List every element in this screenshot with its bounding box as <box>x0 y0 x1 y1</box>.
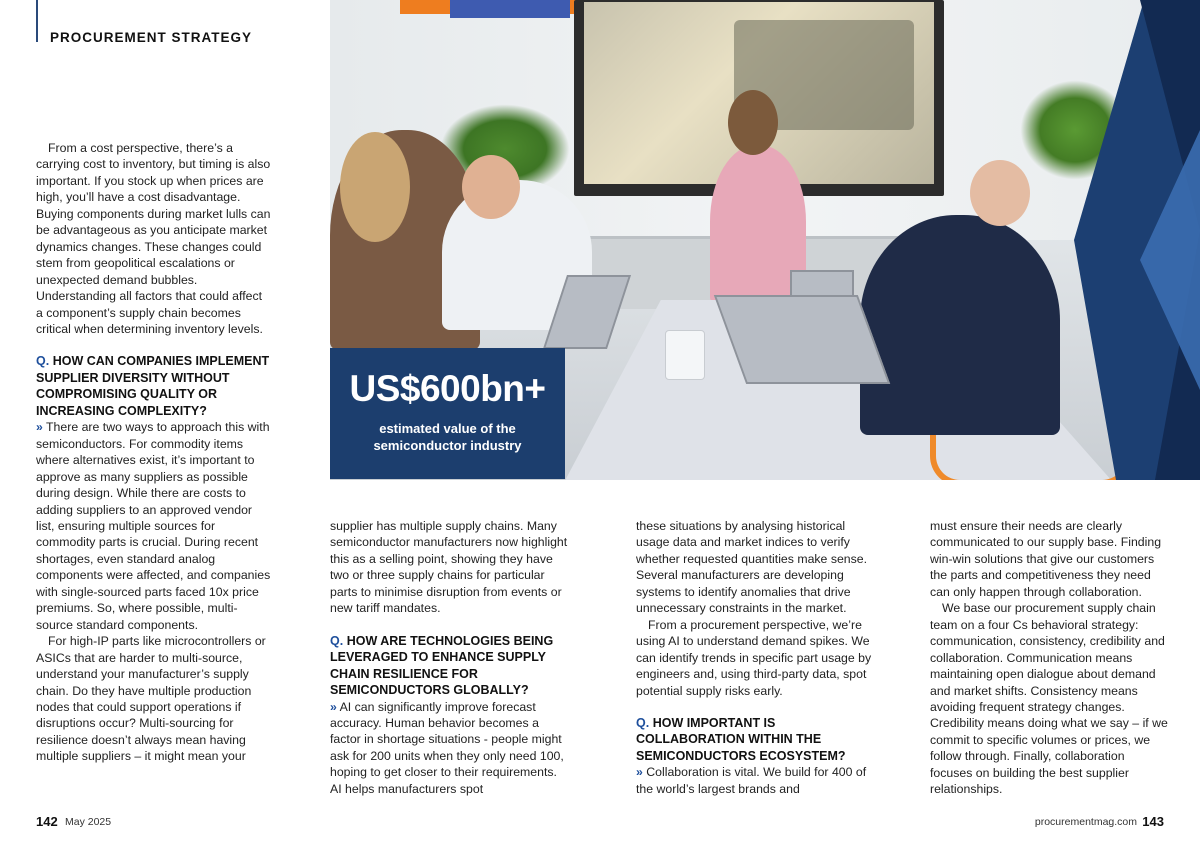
paragraph: From a cost perspective, there’s a carrying cost to inventory, but timing is also important. If you stock up when prices are high, you’ll have a cost disadvantage. Buying components during market lulls can be advantageous as you anticipate market dynamics changes. These changes could stem from geopolitical escalations or unexpected demand bubbles. Understanding all factors that could affect a component’s supply chain becomes critical when determining inventory levels. <box>36 141 271 336</box>
article-column-2 <box>330 518 570 797</box>
answer-paragraph <box>636 764 876 797</box>
stat-callout <box>330 348 565 479</box>
answer-chevron-icon: » <box>36 420 43 435</box>
article-column-1 <box>36 140 272 765</box>
question-text: HOW IMPORTANT IS COLLABORATION WITHIN THE SEMICONDUCTORS ECOSYSTEM? <box>636 715 846 763</box>
stat-value: US$600bn+ <box>349 368 546 409</box>
question-heading <box>36 353 272 419</box>
stat-caption: estimated value of the semiconductor industry <box>373 421 522 453</box>
question-text: HOW CAN COMPANIES IMPLEMENT SUPPLIER DIVERSITY WITHOUT COMPROMISING QUALITY OR INCREASING COMPLEXITY? <box>36 354 270 418</box>
paragraph: From a procurement perspective, we’re using AI to understand demand spikes. We can identify trends in specific part usage by engineers and, using third-party data, spot potential supply risks early. <box>636 617 872 698</box>
paragraph: must ensure their needs are clearly communicated to our supply base. Finding win-win solutions that give our customers the parts and competitiveness they need can only happen through collaboration. <box>930 519 1162 599</box>
paragraph: these situations by analysing historical usage data and market indices to verify whether requested quantities make sense. Several manufacturers are developing systems to identify anomalies that drive unnecessary constraints in the market. <box>636 519 868 616</box>
answer-text: AI can significantly improve forecast accuracy. Human behavior becomes a factor in shortage situations - people might ask for 200 units when they only need 100, hoping to get closer to their requirements. AI helps manufacturers spot <box>330 699 564 796</box>
answer-paragraph <box>36 419 272 633</box>
paragraph: We base our procurement supply chain team on a four Cs behavioral strategy: communication, consistency, credibility and collaboration. Communication means maintaining open dialogue about demand and market shifts. Consistency means avoiding frequent strategy changes. Credibility means doing what we say – if we commit to specific volumes or prices, we follow through. Finally, collaboration focuses on building the best supplier relationships. <box>930 601 1168 797</box>
question-mark: Q. <box>36 354 50 369</box>
question-heading <box>636 715 876 764</box>
website-link[interactable]: procurementmag.com <box>1034 816 1137 828</box>
answer-text: Collaboration is vital. We build for 400 of the world’s largest brands and <box>636 765 867 796</box>
section-label: PROCUREMENT STRATEGY <box>50 30 253 45</box>
article-column-3 <box>636 518 876 797</box>
question-mark: Q. <box>636 715 650 730</box>
question-text: HOW ARE TECHNOLOGIES BEING LEVERAGED TO ENHANCE SUPPLY CHAIN RESILIENCE FOR SEMICONDUCTORS GLOBALLY? <box>330 633 554 698</box>
answer-text: There are two ways to approach this with semiconductors. For commodity items where alternatives exist, it’s important to approve as many suppliers as possible during design. While there are costs to adding suppliers to an approved vendor list, ensuring multiple sources for commodity parts is crucial. During recent shortages, even standard analog components were affected, and companies with single-sourced parts faced 10x price premiums. So, where possible, multi-source standard components. <box>36 420 271 632</box>
answer-chevron-icon: » <box>330 699 337 714</box>
page-number-right: 143 <box>1142 814 1164 829</box>
answer-chevron-icon: » <box>636 765 643 780</box>
section-accent-bar <box>36 0 38 42</box>
page-number-left: 142 <box>36 814 58 829</box>
paragraph: supplier has multiple supply chains. Many semiconductor manufacturers now highlight this as a selling point, showing they have two or three supply chains for particular parts to minimise disruption from events or new tariff mandates. <box>330 519 568 616</box>
answer-paragraph <box>330 699 570 798</box>
question-mark: Q. <box>330 633 344 648</box>
article-column-4 <box>930 518 1170 798</box>
question-heading <box>330 633 570 699</box>
issue-date: May 2025 <box>65 816 112 828</box>
paragraph: For high-IP parts like microcontrollers or ASICs that are harder to multi-source, understand your manufacturer’s supply chain. Do they have multiple production nodes that could support operations if disruptions occur? Multi-sourcing for resilience doesn’t always mean having multiple suppliers – it might mean your <box>36 634 266 764</box>
